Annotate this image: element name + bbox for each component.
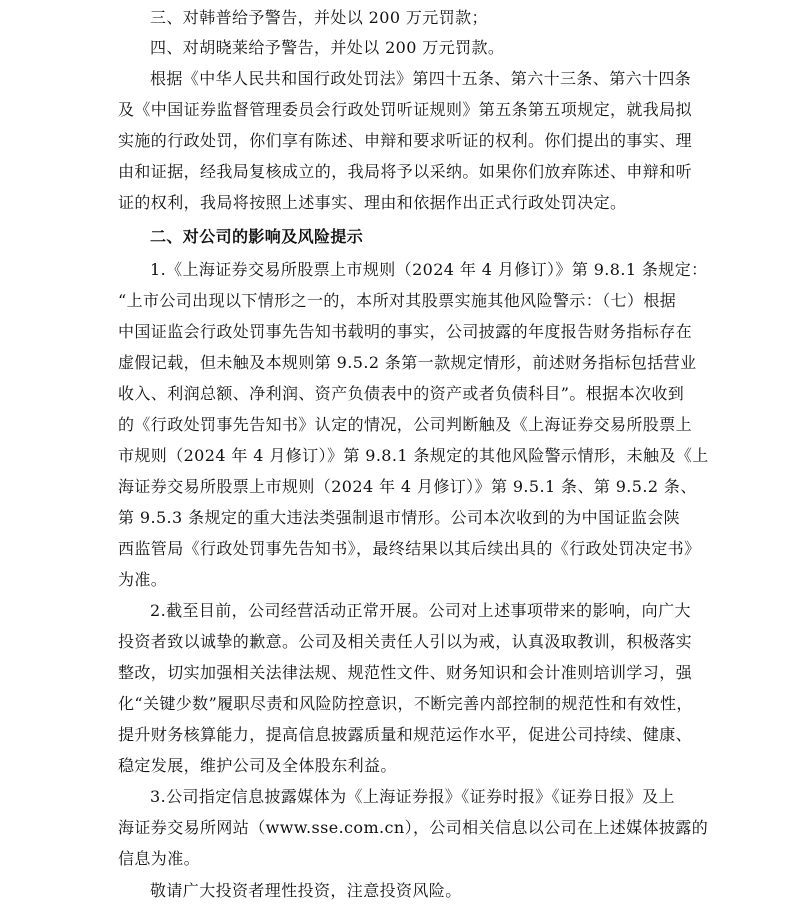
penalty-item-four: 四、对胡晓莱给予警告，并处以 200 万元罚款。 xyxy=(150,38,505,57)
risk-item-one-line: 虚假记载，但未触及本规则第 9.5.2 条第一款规定情形，前述财务指标包括营业 xyxy=(118,353,697,372)
risk-item-one-line: 1.《上海证券交易所股票上市规则（2024 年 4 月修订）》第 9.8.1 条规定： xyxy=(150,260,708,279)
risk-item-one-line: 西监管局《行政处罚事先告知书》，最终结果以其后续出具的《行政处罚决定书》 xyxy=(118,539,701,558)
hearing-rights-line: 根据《中华人民共和国行政处罚法》第四十五条、第六十三条、第六十四条 xyxy=(150,69,692,88)
risk-item-one-line: 为准。 xyxy=(118,570,168,589)
risk-item-two-line: 提升财务核算能力，提高信息披露质量和规范运作水平，促进公司持续、健康、 xyxy=(118,725,693,744)
risk-item-two-line: 稳定发展，维护公司及全体股东利益。 xyxy=(118,756,397,775)
risk-item-three-line: 信息为准。 xyxy=(118,849,201,868)
risk-item-one-line: 第 9.5.3 条规定的重大违法类强制退市情形。公司本次收到的为中国证监会陕 xyxy=(118,508,681,527)
hearing-rights-line: 实施的行政处罚，你们享有陈述、申辩和要求听证的权利。你们提出的事实、理 xyxy=(118,131,693,150)
section-heading-impact: 二、对公司的影响及风险提示 xyxy=(150,227,364,246)
risk-item-three-line: 3.公司指定信息披露媒体为《上海证券报》《证券时报》《证券日报》及上 xyxy=(150,787,675,806)
risk-item-two-line: 2.截至目前，公司经营活动正常开展。公司对上述事项带来的影响，向广大 xyxy=(150,601,691,620)
risk-item-two-line: 化“关键少数”履职尽责和风险防控意识，不断完善内部控制的规范性和有效性， xyxy=(118,694,693,713)
risk-item-one-line: 收入、利润总额、净利润、资产负债表中的资产或者负债科目”。根据本次收到 xyxy=(118,384,685,403)
risk-item-one-line: 的《行政处罚事先告知书》认定的情况，公司判断触及《上海证券交易所股票上 xyxy=(118,415,693,434)
penalty-item-three: 三、对韩普给予警告，并处以 200 万元罚款； xyxy=(150,8,488,27)
hearing-rights-line: 及《中国证券监督管理委员会行政处罚听证规则》第五条第五项规定，就我局拟 xyxy=(118,100,693,119)
risk-item-two-line: 投资者致以诚挚的歉意。公司及相关责任人引以为戒，认真汲取教训，积极落实 xyxy=(118,632,693,651)
hearing-rights-line: 证的权利，我局将按照上述事实、理由和依据作出正式行政处罚决定。 xyxy=(118,193,627,212)
risk-item-three-line: 海证券交易所网站（www.sse.com.cn），公司相关信息以公司在上述媒体披露的 xyxy=(118,818,709,837)
risk-item-one-line: 中国证监会行政处罚事先告知书载明的事实，公司披露的年度报告财务指标存在 xyxy=(118,322,693,341)
hearing-rights-line: 由和证据，经我局复核成立的，我局将予以采纳。如果你们放弃陈述、申辩和听 xyxy=(118,162,693,181)
risk-item-two-line: 整改，切实加强相关法律法规、规范性文件、财务知识和会计准则培训学习，强 xyxy=(118,663,693,682)
risk-item-one-line: 海证券交易所股票上市规则（2024 年 4 月修订）》第 9.5.1 条、第 9.5.2 条、 xyxy=(118,477,697,496)
closing-warning: 敬请广大投资者理性投资，注意投资风险。 xyxy=(150,881,462,900)
risk-item-one-line: “上市公司出现以下情形之一的，本所对其股票实施其他风险警示：（七）根据 xyxy=(118,291,677,310)
risk-item-one-line: 市规则（2024 年 4 月修订）》第 9.8.1 条规定的其他风险警示情形，未触及《上 xyxy=(118,446,709,465)
